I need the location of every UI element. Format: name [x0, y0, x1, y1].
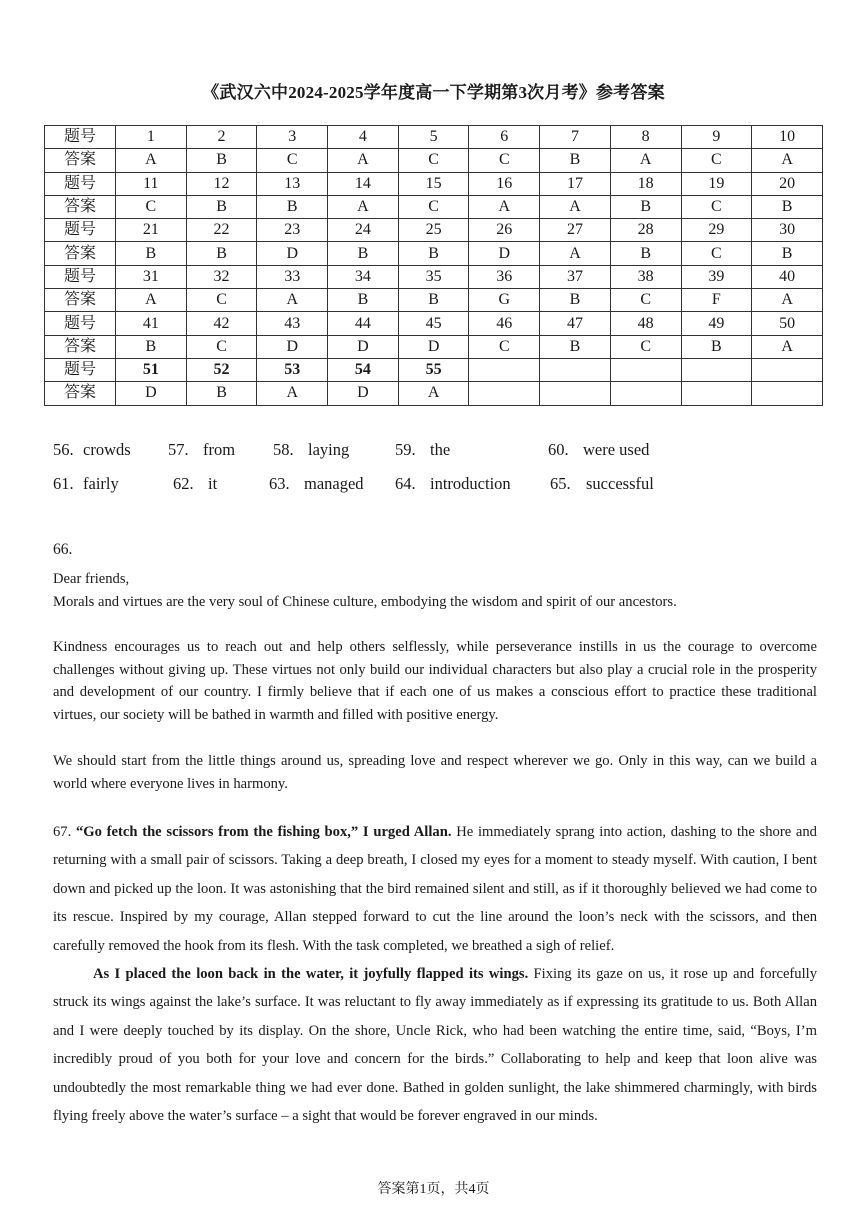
- answer-cell: C: [116, 195, 187, 218]
- question-row-label: 题号: [45, 265, 116, 288]
- question-number-cell: 27: [540, 219, 611, 242]
- answer-cell: [610, 382, 681, 405]
- answer-row-label: 答案: [45, 382, 116, 405]
- answer-row: [45, 242, 823, 265]
- question-row-label: 题号: [45, 172, 116, 195]
- question-number-cell: 15: [398, 172, 469, 195]
- answer-cell: A: [116, 289, 187, 312]
- question-number-cell: 47: [540, 312, 611, 335]
- answer-cell: C: [398, 195, 469, 218]
- answer-cell: D: [328, 335, 399, 358]
- question-number-cell: 16: [469, 172, 540, 195]
- answer-cell: B: [186, 382, 257, 405]
- question-number-row: [45, 312, 823, 335]
- answer-cell: B: [752, 242, 823, 265]
- answer-cell: C: [681, 149, 752, 172]
- answer-cell: D: [257, 335, 328, 358]
- answer-cell: B: [540, 289, 611, 312]
- answer-row-label: 答案: [45, 335, 116, 358]
- answer-cell: C: [469, 149, 540, 172]
- answer-cell: B: [681, 335, 752, 358]
- answer-cell: A: [610, 149, 681, 172]
- answer-cell: A: [469, 195, 540, 218]
- fill-in-answer: fairly: [83, 474, 119, 493]
- question-number-row: [45, 358, 823, 381]
- answer-cell: D: [116, 382, 187, 405]
- fill-in-number: 62.: [173, 474, 194, 493]
- fill-in-answer: were used: [583, 440, 650, 459]
- question-number-cell: 50: [752, 312, 823, 335]
- answer-cell: C: [186, 289, 257, 312]
- fill-in-number: 58.: [273, 440, 294, 459]
- question-number-cell: 2: [186, 126, 257, 149]
- question-number-cell: 29: [681, 219, 752, 242]
- answer-row: [45, 335, 823, 358]
- question-number-cell: [610, 358, 681, 381]
- answer-cell: A: [328, 195, 399, 218]
- question-number-cell: 33: [257, 265, 328, 288]
- question-number-cell: 53: [257, 358, 328, 381]
- question-number-cell: 31: [116, 265, 187, 288]
- q67-number: 67.: [53, 824, 72, 840]
- question-number-cell: 46: [469, 312, 540, 335]
- answer-table: [44, 125, 823, 406]
- fill-in-answer: managed: [304, 474, 364, 493]
- fill-in-number: 56.: [53, 440, 74, 459]
- answer-cell: D: [398, 335, 469, 358]
- question-number-cell: 9: [681, 126, 752, 149]
- answer-cell: A: [398, 382, 469, 405]
- question-number-cell: 45: [398, 312, 469, 335]
- question-number-cell: 40: [752, 265, 823, 288]
- question-number-cell: 44: [328, 312, 399, 335]
- question-number-cell: [681, 358, 752, 381]
- fill-in-answer: introduction: [430, 474, 511, 493]
- answer-cell: A: [752, 149, 823, 172]
- question-number-cell: 48: [610, 312, 681, 335]
- answer-cell: C: [398, 149, 469, 172]
- fill-in-answer: it: [208, 474, 218, 493]
- question-number-cell: 7: [540, 126, 611, 149]
- answer-cell: B: [540, 149, 611, 172]
- answer-cell: B: [328, 242, 399, 265]
- q67-p1-body: He immediately sprang into action, dashing to the shore and returning with a small pair of scissors. Taking a deep breath, I closed my eyes for a moment to steady myself. With caution, I bent down and picked up the loon. It was astonishing that the bird remained silent and still, as if it thoroughly believed we had come to its rescue. Inspired by my courage, Allan stepped forward to cut the line around the loon’s neck with the scissors, and then carefully removed the hook from its flesh. With the task completed, we breathed a sigh of relief.: [53, 824, 817, 954]
- fill-in-answer: from: [203, 440, 236, 459]
- answer-row-label: 答案: [45, 289, 116, 312]
- question-number-row: [45, 265, 823, 288]
- question-number-cell: 25: [398, 219, 469, 242]
- question-number-cell: 18: [610, 172, 681, 195]
- answer-cell: A: [328, 149, 399, 172]
- fill-in-number: 57.: [168, 440, 189, 459]
- answer-cell: C: [610, 289, 681, 312]
- fill-in-number: 60.: [548, 440, 569, 459]
- question-number-row: [45, 172, 823, 195]
- question-number-cell: 32: [186, 265, 257, 288]
- question-number-cell: 14: [328, 172, 399, 195]
- question-number-cell: 19: [681, 172, 752, 195]
- answer-cell: A: [116, 149, 187, 172]
- question-number-cell: 51: [116, 358, 187, 381]
- question-number-cell: 5: [398, 126, 469, 149]
- fill-in-number: 59.: [395, 440, 416, 459]
- answer-cell: B: [398, 289, 469, 312]
- answer-cell: [540, 382, 611, 405]
- q67-paragraph-1: [53, 818, 817, 960]
- answer-cell: B: [610, 242, 681, 265]
- question-number-cell: 28: [610, 219, 681, 242]
- question-number-cell: 30: [752, 219, 823, 242]
- answer-row-label: 答案: [45, 242, 116, 265]
- q67-paragraph-2: [53, 960, 817, 1130]
- answer-cell: B: [540, 335, 611, 358]
- question-number-cell: 12: [186, 172, 257, 195]
- question-row-label: 题号: [45, 312, 116, 335]
- q67-p2-body: Fixing its gaze on us, it rose up and forcefully struck its wings against the lake’s surface. It was reluctant to fly away immediately as if expressing its gratitude to us. Both Allan and I were deeply touched by its display. On the shore, Uncle Rick, who had been watching the entire time, said, “Boys, I’m incredibly proud of you both for your love and concern for the birds.” Collaborating to help and keep that loon alive was undoubtedly the most remarkable thing we had ever done. Bathed in golden sunlight, the lake shimmered charmingly, with birds flying freely above the water’s surface – a sight that would be forever engraved in our minds.: [53, 966, 817, 1125]
- question-number-cell: 41: [116, 312, 187, 335]
- question-number-cell: 24: [328, 219, 399, 242]
- answer-cell: [681, 382, 752, 405]
- answer-cell: D: [328, 382, 399, 405]
- page-title: 《武汉六中2024-2025学年度高一下学期第3次月考》参考答案: [202, 83, 665, 102]
- answer-cell: B: [328, 289, 399, 312]
- answer-cell: [469, 382, 540, 405]
- question-number-cell: 54: [328, 358, 399, 381]
- question-number-cell: 21: [116, 219, 187, 242]
- question-number-cell: 6: [469, 126, 540, 149]
- question-number-row: [45, 219, 823, 242]
- answer-cell: C: [469, 335, 540, 358]
- answer-cell: B: [116, 335, 187, 358]
- answer-cell: A: [540, 242, 611, 265]
- question-number-cell: 23: [257, 219, 328, 242]
- question-number-cell: 36: [469, 265, 540, 288]
- question-row-label: 题号: [45, 358, 116, 381]
- question-number-cell: 10: [752, 126, 823, 149]
- question-number-cell: 43: [257, 312, 328, 335]
- q66-greeting: Dear friends,: [53, 571, 130, 587]
- question-number-cell: 42: [186, 312, 257, 335]
- question-number-row: [45, 126, 823, 149]
- answer-cell: D: [469, 242, 540, 265]
- question-number-cell: 37: [540, 265, 611, 288]
- question-row-label: 题号: [45, 126, 116, 149]
- answer-cell: D: [257, 242, 328, 265]
- answer-cell: B: [257, 195, 328, 218]
- question-number-cell: 35: [398, 265, 469, 288]
- answer-cell: B: [398, 242, 469, 265]
- question-number-cell: 20: [752, 172, 823, 195]
- answer-row: [45, 149, 823, 172]
- fill-in-number: 61.: [53, 474, 74, 493]
- question-number-cell: 11: [116, 172, 187, 195]
- q66-paragraph-1: Morals and virtues are the very soul of Chinese culture, embodying the wisdom and spirit of our ancestors.: [53, 594, 677, 610]
- question-number-cell: 49: [681, 312, 752, 335]
- question-number-cell: 4: [328, 126, 399, 149]
- question-number-cell: 17: [540, 172, 611, 195]
- answer-row: [45, 195, 823, 218]
- question-number-cell: 55: [398, 358, 469, 381]
- answer-cell: A: [540, 195, 611, 218]
- answer-cell: C: [681, 195, 752, 218]
- answer-cell: C: [610, 335, 681, 358]
- question-number-cell: 13: [257, 172, 328, 195]
- question-number-cell: 8: [610, 126, 681, 149]
- fill-in-answer: the: [430, 440, 451, 459]
- answer-cell: G: [469, 289, 540, 312]
- question-number-cell: 26: [469, 219, 540, 242]
- answer-cell: F: [681, 289, 752, 312]
- q66-number: 66.: [53, 541, 73, 558]
- question-number-cell: [540, 358, 611, 381]
- question-number-cell: [752, 358, 823, 381]
- question-number-cell: 34: [328, 265, 399, 288]
- q67-p2-opening: As I placed the loon back in the water, it joyfully flapped its wings.: [93, 966, 529, 982]
- answer-cell: B: [186, 195, 257, 218]
- page-footer: 答案第1页，共4页: [377, 1182, 490, 1197]
- question-number-cell: 1: [116, 126, 187, 149]
- answer-cell: A: [257, 382, 328, 405]
- answer-cell: C: [681, 242, 752, 265]
- q66-paragraph-2: Kindness encourages us to reach out and help others selflessly, while perseverance instills in us the courage to overcome challenges without giving up. These virtues not only build our individual characters but also play a crucial role in the prosperity and development of our country. I firmly believe that if each one of us makes a conscious effort to practice these traditional virtues, our society will be bathed in warmth and filled with positive energy.: [53, 639, 817, 724]
- fill-in-number: 65.: [550, 474, 571, 493]
- q67-p1-opening: “Go fetch the scissors from the fishing box,” I urged Allan.: [76, 824, 452, 840]
- answer-row: [45, 289, 823, 312]
- fill-in-number: 63.: [269, 474, 290, 493]
- answer-cell: C: [186, 335, 257, 358]
- fill-in-number: 64.: [395, 474, 416, 493]
- answer-cell: B: [752, 195, 823, 218]
- question-number-cell: 3: [257, 126, 328, 149]
- fill-in-answer: laying: [308, 440, 350, 459]
- question-number-cell: [469, 358, 540, 381]
- fill-in-answer: crowds: [83, 440, 131, 459]
- question-number-cell: 22: [186, 219, 257, 242]
- question-number-cell: 52: [186, 358, 257, 381]
- fill-in-answer: successful: [586, 474, 654, 493]
- answer-cell: A: [257, 289, 328, 312]
- answer-cell: [752, 382, 823, 405]
- question-number-cell: 38: [610, 265, 681, 288]
- answer-row-label: 答案: [45, 149, 116, 172]
- q66-paragraph-3: We should start from the little things around us, spreading love and respect wherever we go. Only in this way, can we build a world where everyone lives in harmony.: [53, 753, 817, 792]
- answer-cell: A: [752, 335, 823, 358]
- answer-cell: A: [752, 289, 823, 312]
- answer-cell: C: [257, 149, 328, 172]
- answer-row-label: 答案: [45, 195, 116, 218]
- answer-cell: B: [186, 242, 257, 265]
- answer-cell: B: [186, 149, 257, 172]
- answer-cell: B: [610, 195, 681, 218]
- answer-row: [45, 382, 823, 405]
- question-row-label: 题号: [45, 219, 116, 242]
- question-number-cell: 39: [681, 265, 752, 288]
- answer-cell: B: [116, 242, 187, 265]
